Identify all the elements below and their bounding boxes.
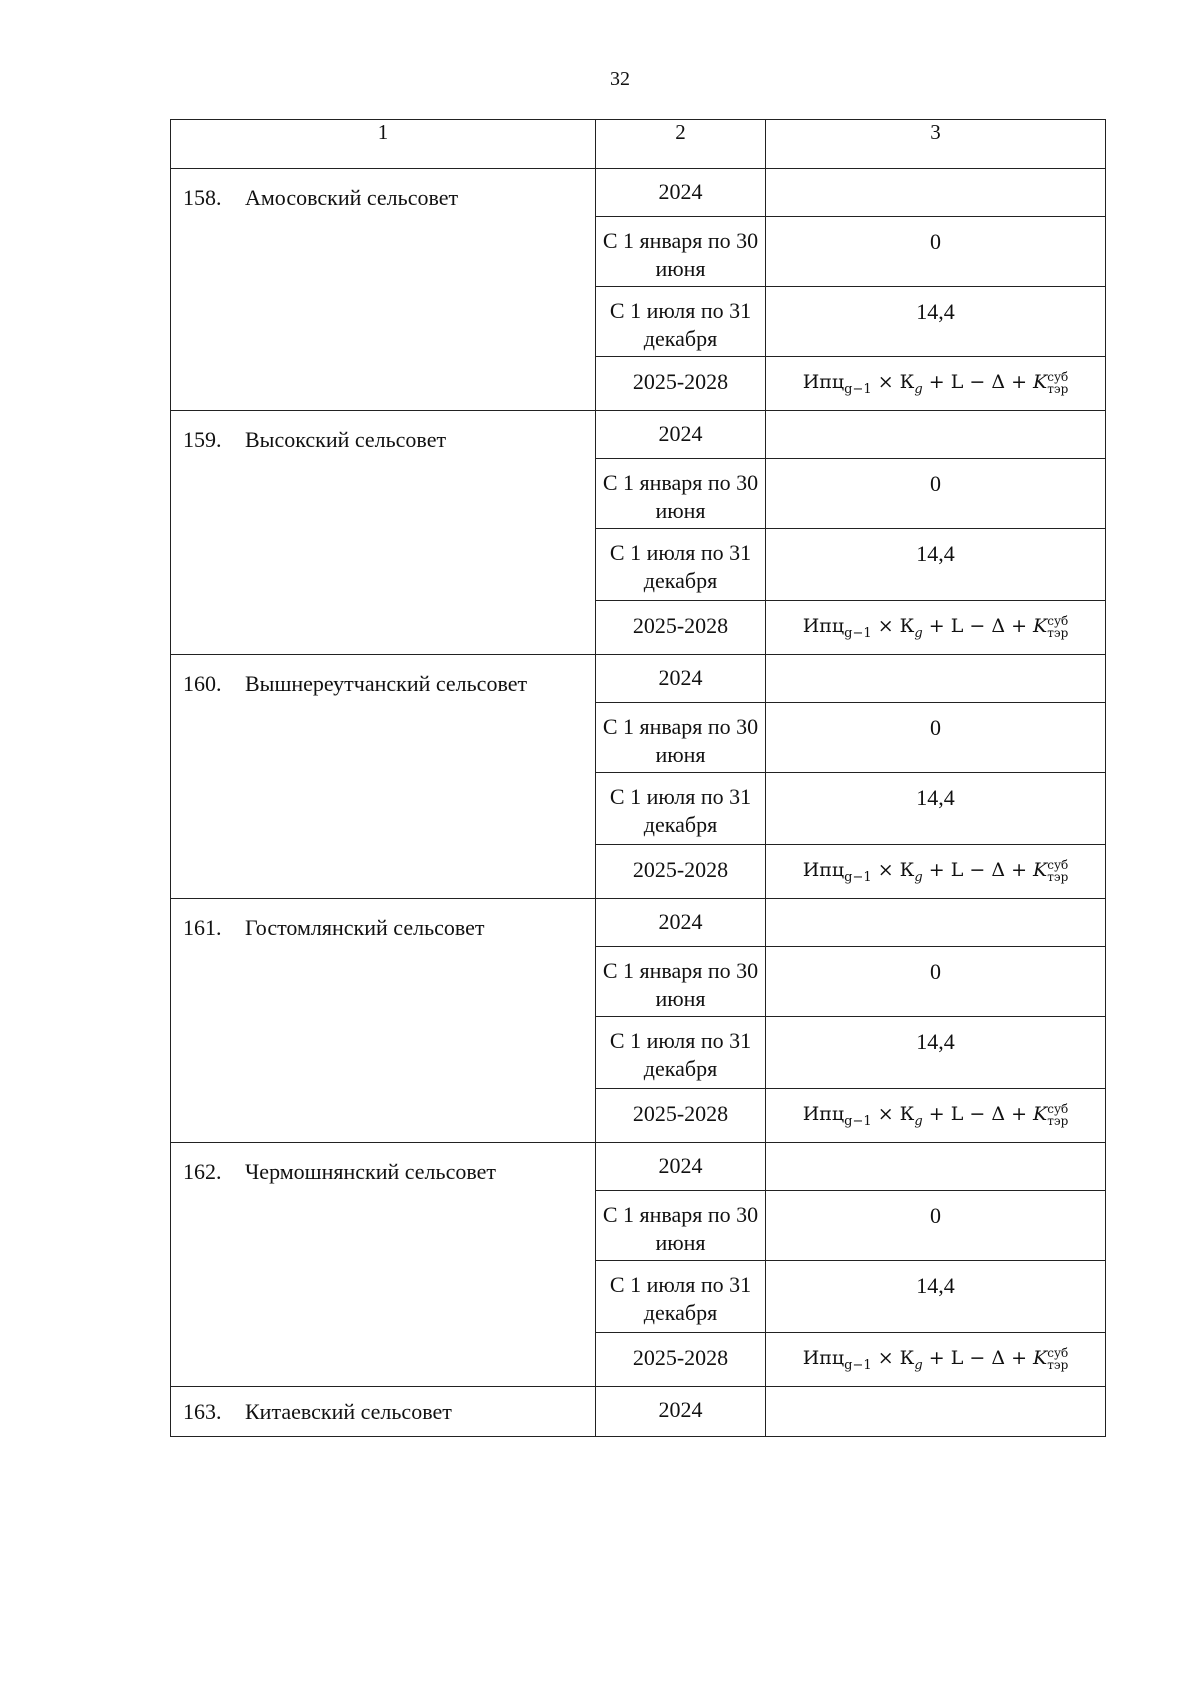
year-range-cell: 2025-2028 (596, 1089, 766, 1143)
formula-cell (766, 1089, 1106, 1143)
column-header-1: 1 (171, 120, 596, 169)
settlement-name: Высокский сельсовет (245, 427, 447, 452)
year-range-cell: 2025-2028 (596, 1333, 766, 1387)
empty-value-cell (766, 1143, 1106, 1191)
row-number: 163. (183, 1399, 222, 1424)
formula: $Ипц_{g-1} \times К_g + L - \Delta$ + Kсуб тэр (802, 1101, 1069, 1129)
period-cell: С 1 июля по 31 декабря (596, 773, 766, 845)
settlement-cell (171, 655, 596, 899)
value-cell: 14,4 (766, 1017, 1106, 1089)
formula-cell (766, 1333, 1106, 1387)
formula-cell (766, 357, 1106, 411)
row-number: 158. (183, 185, 222, 210)
formula: $Ипц_{g-1} \times К_g + L - \Delta$ + Kсуб тэр (802, 369, 1069, 397)
settlement-name: Гостомлянский сельсовет (245, 915, 485, 940)
row-number: 161. (183, 915, 222, 940)
formula: $Ипц_{g-1} \times К_g + L - \Delta$ + Kсуб тэр (802, 613, 1069, 641)
settlement-cell (171, 1143, 596, 1387)
settlement-cell (171, 1387, 596, 1437)
tariff-table (170, 119, 1106, 1437)
settlement-name: Вышнереутчанский сельсовет (245, 671, 528, 696)
period-cell: С 1 января по 30 июня (596, 217, 766, 287)
formula: $Ипц_{g-1} \times К_g + L - \Delta$ + Kсуб тэр (802, 1345, 1069, 1373)
settlement-cell (171, 411, 596, 655)
formula: $Ипц_{g-1} \times К_g + L - \Delta$ + Kсуб тэр (802, 857, 1069, 885)
value-cell: 14,4 (766, 1261, 1106, 1333)
column-header-2: 2 (596, 120, 766, 169)
table-row (171, 899, 1106, 947)
row-number: 159. (183, 427, 222, 452)
row-number: 162. (183, 1159, 222, 1184)
empty-value-cell (766, 655, 1106, 703)
year-cell: 2024 (596, 411, 766, 459)
settlement-name: Амосовский сельсовет (245, 185, 459, 210)
value-cell: 0 (766, 947, 1106, 1017)
year-range-cell: 2025-2028 (596, 601, 766, 655)
value-cell: 0 (766, 459, 1106, 529)
table-body (171, 169, 1106, 1437)
value-cell: 0 (766, 703, 1106, 773)
value-cell: 14,4 (766, 773, 1106, 845)
year-cell: 2024 (596, 169, 766, 217)
table-row (171, 1387, 1106, 1437)
value-cell: 0 (766, 1191, 1106, 1261)
page-number: 32 (610, 68, 630, 90)
period-cell: С 1 января по 30 июня (596, 947, 766, 1017)
table-row (171, 655, 1106, 703)
formula-cell (766, 601, 1106, 655)
settlement-name: Чермошнянский сельсовет (245, 1159, 496, 1184)
value-cell: 0 (766, 217, 1106, 287)
period-cell: С 1 января по 30 июня (596, 703, 766, 773)
empty-value-cell (766, 899, 1106, 947)
empty-value-cell (766, 169, 1106, 217)
settlement-cell (171, 899, 596, 1143)
year-cell: 2024 (596, 1143, 766, 1191)
empty-value-cell (766, 411, 1106, 459)
year-range-cell: 2025-2028 (596, 357, 766, 411)
year-cell: 2024 (596, 1387, 766, 1437)
period-cell: С 1 января по 30 июня (596, 459, 766, 529)
column-header-3: 3 (766, 120, 1106, 169)
table-row (171, 169, 1106, 217)
value-cell: 14,4 (766, 287, 1106, 357)
value-cell: 14,4 (766, 529, 1106, 601)
settlement-cell (171, 169, 596, 411)
empty-value-cell (766, 1387, 1106, 1437)
period-cell: С 1 июля по 31 декабря (596, 287, 766, 357)
formula-cell (766, 845, 1106, 899)
year-range-cell: 2025-2028 (596, 845, 766, 899)
row-number: 160. (183, 671, 222, 696)
table-row (171, 1143, 1106, 1191)
table-row (171, 411, 1106, 459)
year-cell: 2024 (596, 899, 766, 947)
period-cell: С 1 января по 30 июня (596, 1191, 766, 1261)
period-cell: С 1 июля по 31 декабря (596, 529, 766, 601)
period-cell: С 1 июля по 31 декабря (596, 1017, 766, 1089)
period-cell: С 1 июля по 31 декабря (596, 1261, 766, 1333)
settlement-name: Китаевский сельсовет (245, 1399, 452, 1424)
table-header-row (171, 120, 1106, 169)
year-cell: 2024 (596, 655, 766, 703)
